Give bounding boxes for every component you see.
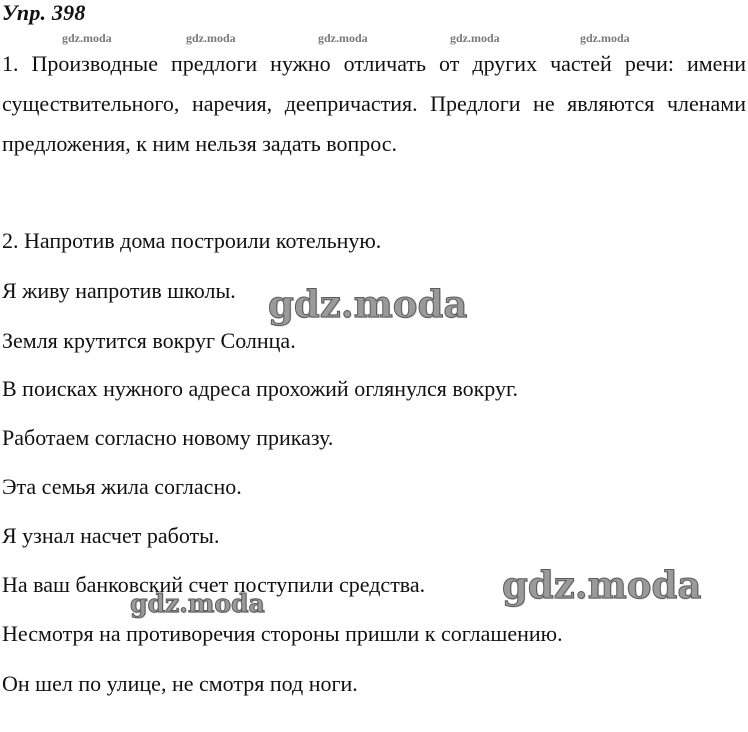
sentence-3: Земля крутится вокруг Солнца.	[2, 328, 296, 353]
sentence-1: 2. Напротив дома построили котельную.	[2, 228, 382, 253]
sentence-4: В поисках нужного адреса прохожий оглянулся вокруг.	[2, 376, 519, 401]
watermark-medium: gdz.moda	[130, 589, 265, 618]
sentence-7: Я узнал насчет работы.	[2, 523, 220, 548]
watermark-large-1: gdz.moda	[268, 282, 468, 326]
watermark-small-2: gdz.moda	[186, 31, 236, 45]
watermark-small-1: gdz.moda	[62, 31, 112, 45]
sentence-5: Работаем согласно новому приказу.	[2, 425, 334, 450]
paragraph-1: 1. Производные предлоги нужно отличать от других частей речи: имени существительного, наречия, деепричастия. Предлоги не являются членами предложения, к ним нельзя задать вопрос.	[2, 51, 746, 156]
sentence-9: Несмотря на противоречия стороны пришли к соглашению.	[2, 621, 563, 646]
watermark-small-5: gdz.moda	[580, 31, 630, 45]
sentence-2: Я живу напротив школы.	[2, 278, 236, 303]
watermark-small-3: gdz.moda	[318, 31, 368, 45]
sentence-6: Эта семья жила согласно.	[2, 474, 242, 499]
sentence-10: Он шел по улице, не смотря под ноги.	[2, 671, 358, 696]
watermark-large-2: gdz.moda	[502, 563, 702, 607]
sentence-8: На ваш банковский счет поступили средства.	[2, 572, 426, 597]
exercise-title: Упр. 398	[2, 0, 86, 25]
watermark-small-4: gdz.moda	[450, 31, 500, 45]
